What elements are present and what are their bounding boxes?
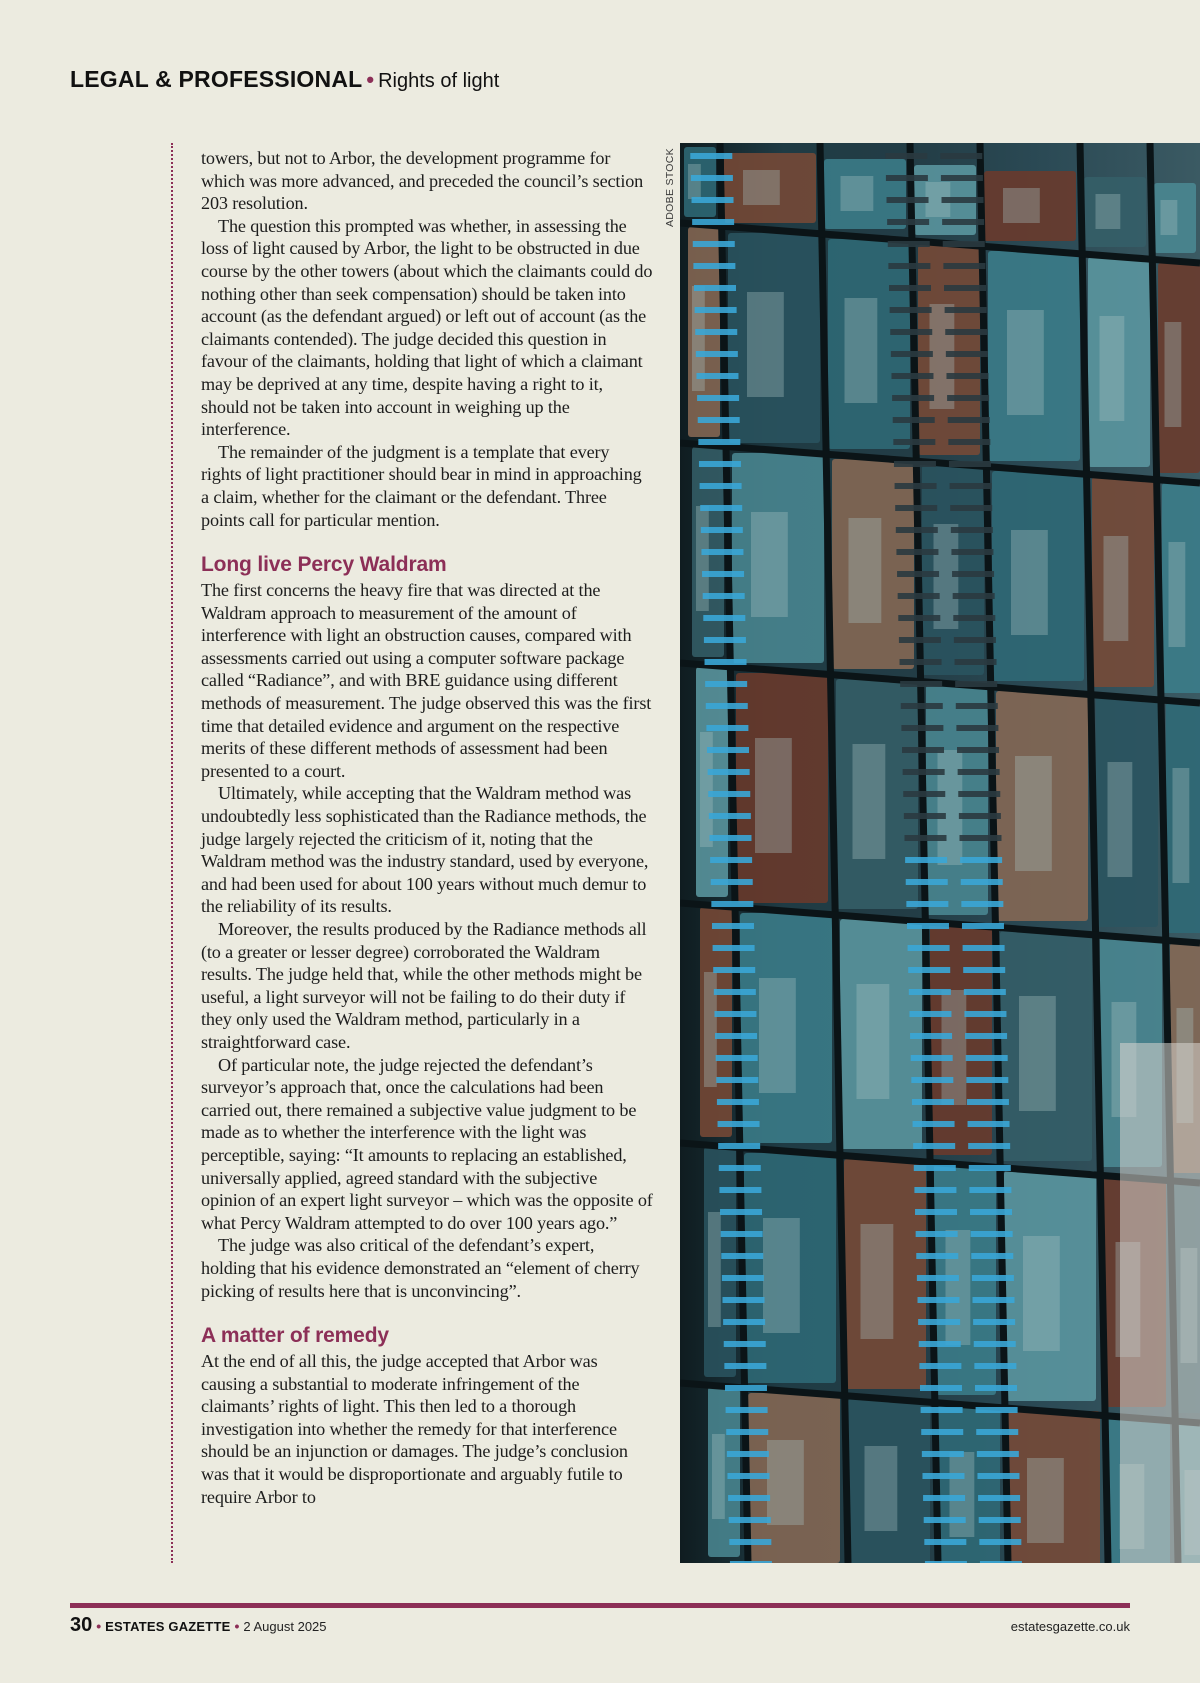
article-paragraph: Of particular note, the judge rejected the defendant’s surveyor’s approach that, once the calculations had been carried out, there remained a subjective value judgment to be made as to whether the interference with the light was perceptible, saying: “It amounts to replacing an established, universally applied, agreed standard with the subjective opinion of an expert light surveyor – which was the opposite of what Percy Waldram attempted to do over 100 years ago.” bbox=[201, 1054, 653, 1233]
footer-left bbox=[70, 1614, 327, 1637]
article-paragraph: Moreover, the results produced by the Radiance methods all (to a greater or lesser degree) corroborated the Waldram results. The judge held that, while the other methods might be useful, a light surveyor will not be failing to do their duty if they only used the Waldram method, particularly in a straightforward case. bbox=[201, 919, 647, 1052]
magazine-name: ESTATES GAZETTE bbox=[105, 1619, 231, 1634]
section-heading-remedy: A matter of remedy bbox=[201, 1324, 389, 1348]
article-paragraph: The question this prompted was whether, in assessing the loss of light caused by Arbor, the light to be obstructed in due course by the other towers (about which the claimants could do nothing other than seek compensation) should be taken into account (as the defendant argued) or left out of account (as the claimants contended). The judge decided this question in favour of the claimants, holding that light of which a claimant may be deprived at any time, despite having a right to it, should not be taken into account in weighing up the interference. bbox=[201, 215, 653, 440]
footer-separator: • bbox=[234, 1618, 240, 1634]
photo-credit: ADOBE STOCK bbox=[664, 148, 676, 227]
section-title: LEGAL & PROFESSIONAL bbox=[70, 66, 363, 92]
column-dotted-rule bbox=[171, 143, 173, 1563]
facade-illustration bbox=[680, 143, 1200, 1563]
page-number: 30 bbox=[70, 1614, 93, 1636]
article-body bbox=[201, 147, 653, 1508]
page-header bbox=[70, 66, 499, 93]
header-separator: • bbox=[366, 67, 375, 92]
section-heading-waldram: Long live Percy Waldram bbox=[201, 553, 447, 577]
article-paragraph: towers, but not to Arbor, the development programme for which was more advanced, and preceded the council’s section 203 resolution. bbox=[201, 148, 644, 214]
website-url: estatesgazette.co.uk bbox=[1010, 1619, 1130, 1634]
building-facade-photo bbox=[680, 143, 1200, 1563]
article-paragraph: The remainder of the judgment is a template that every rights of light practitioner should bear in mind in approaching a claim, whether for the claimant or the defendant. Three points call for particular mention. bbox=[201, 441, 642, 530]
article-paragraph: At the end of all this, the judge accepted that Arbor was causing a substantial to moderate infringement of the claimants’ rights of light. This then led to a thorough investigation into whether the remedy for that interference should be an injunction or damages. The judge’s conclusion was that it would be disproportionate and arguably futile to require Arbor to bbox=[201, 1351, 628, 1507]
article-paragraph: Ultimately, while accepting that the Waldram method was undoubtedly less sophisticated than the Radiance methods, the judge largely rejected the criticism of it, noting that the Waldram method was the industry standard, used by everyone, and had been used for about 100 years without much demur to the reliability of its results. bbox=[201, 783, 649, 917]
article-paragraph: The judge was also critical of the defendant’s expert, holding that his evidence demonstrated an “element of cherry picking of results here that is unconvincing”. bbox=[201, 1235, 640, 1301]
article-paragraph: The first concerns the heavy fire that was directed at the Waldram approach to measurement of the amount of interference with light an obstruction causes, compared with assessments carried out using a computer software package called “Radiance”, and with BRE guidance using different methods of measurement. The judge observed this was the first time that detailed evidence and argument on the respective merits of these different methods of assessment had been presented to a court. bbox=[201, 580, 652, 781]
topic-title: Rights of light bbox=[378, 70, 500, 92]
footer-rule bbox=[70, 1603, 1130, 1608]
issue-date: 2 August 2025 bbox=[243, 1619, 327, 1634]
footer-separator: • bbox=[96, 1618, 102, 1634]
